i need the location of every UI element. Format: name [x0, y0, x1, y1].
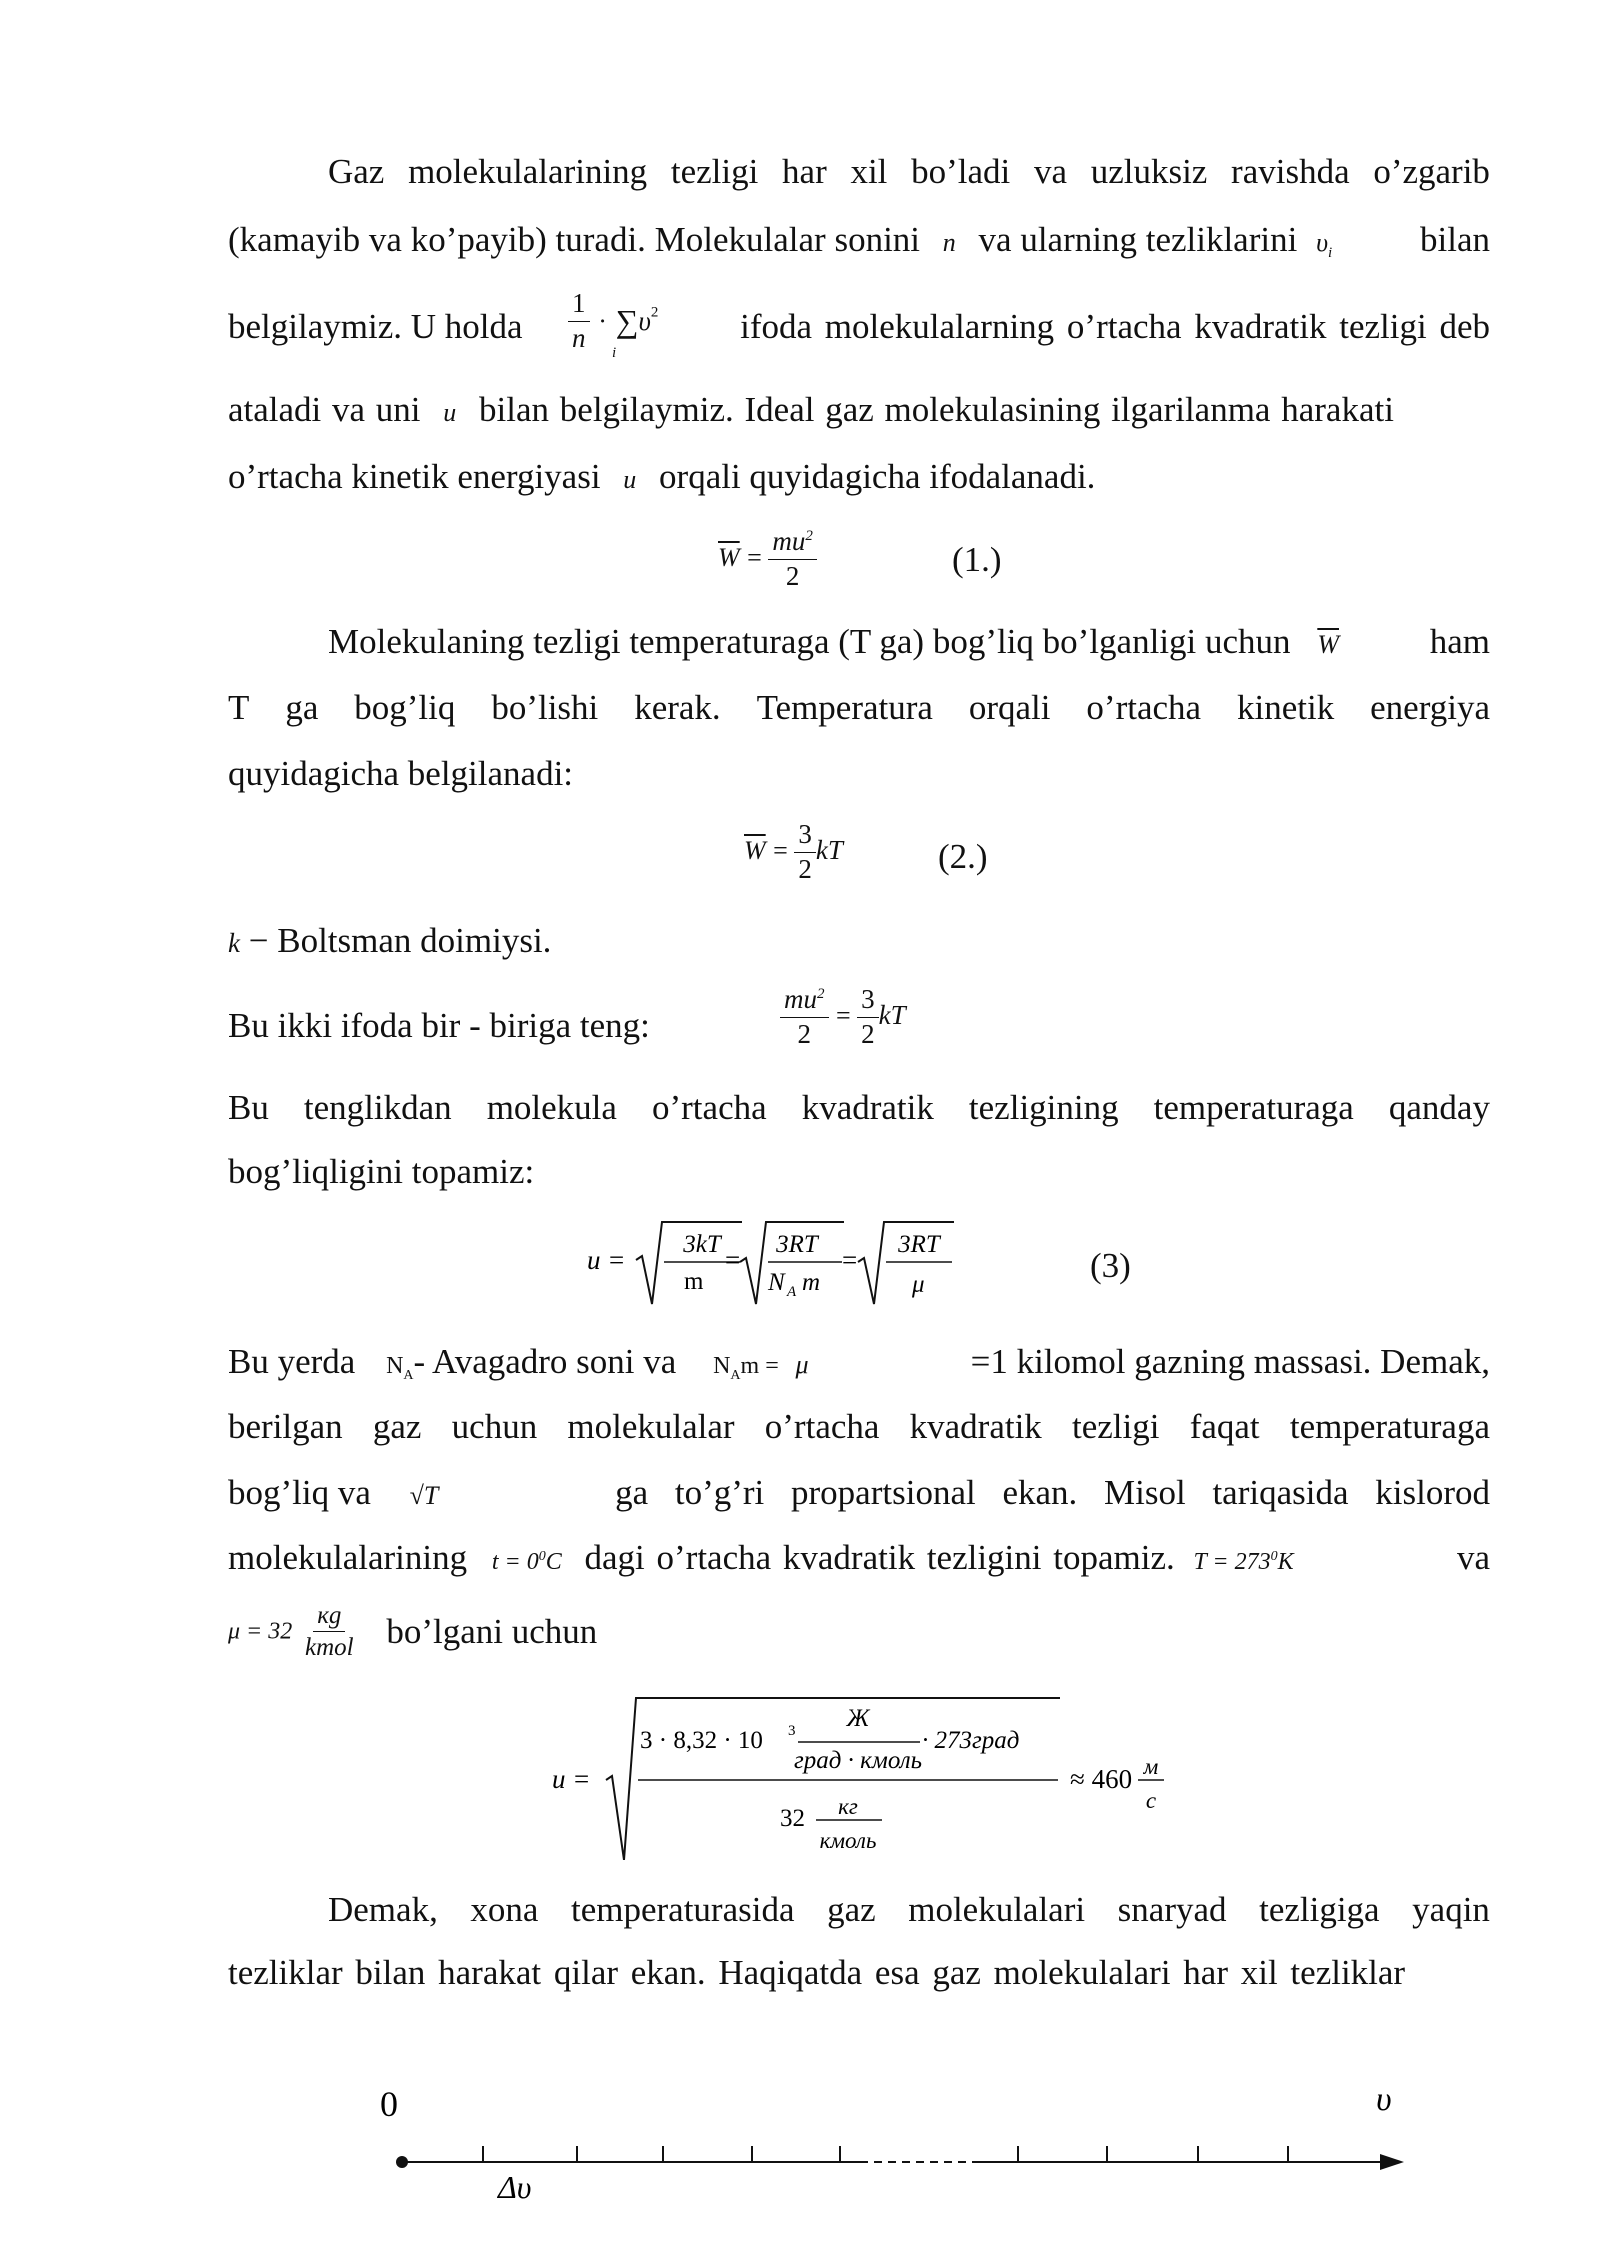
svg-text:Ж: Ж	[846, 1705, 870, 1732]
p2-line3: quyidagicha belgilanadi:	[228, 754, 574, 793]
svg-text:N: N	[768, 1269, 785, 1296]
p5-line2: tezliklar bilan harakat qilar ekan. Haqiqatda esa gaz molekulalari har xil tezliklar	[228, 1953, 1406, 1992]
p1-line5: o’rtacha kinetik energiyasi u orqali quyidagicha ifodalanadi.	[228, 457, 1096, 496]
svg-text:· 273град: · 273град	[922, 1727, 1020, 1754]
p4-line5: μ = 32 $\frac{кg}{\text{kmol}}$ bo’lgani uchun	[228, 1602, 598, 1662]
p1-line2: (kamayib va ko’payib) turadi. Molekulalar sonini n va ularning tezliklarini $\upsilon_i$ bilan	[228, 220, 1490, 262]
p3-line2: bog’liqligini topamiz:	[228, 1152, 535, 1191]
equation-4	[548, 1690, 1188, 1860]
velocity-axis-figure	[380, 2070, 1580, 2200]
svg-text:град · кмоль: град · кмоль	[794, 1747, 922, 1774]
avg-square-expression: $\frac{1}{n}$ · $\sum\upsilon^2$ i	[568, 287, 658, 356]
boltsman-line: k − Boltsman doimiysi.	[228, 921, 552, 960]
svg-text:u =: u =	[552, 1764, 591, 1794]
equality-expression: $\frac{mu^2}{2}$ = $\frac{3}{2}$ kT	[780, 983, 906, 1052]
svg-text:с: с	[1145, 1788, 1157, 1813]
equation-2: $\overline{W}$ = $\frac{3}{2}$ kT	[744, 819, 843, 884]
p4-line2: berilgan gaz uchun molekulalar o’rtacha kvadratik tezligi faqat temperaturaga	[228, 1407, 1490, 1446]
p2-line1: Molekulaning tezligi temperaturaga (T ga) bog’liq bo’lganligi uchun $\overline{W}$ ham	[328, 622, 1490, 661]
svg-text:≈ 460: ≈ 460	[1070, 1764, 1133, 1794]
p1-line1: Gaz molekulalarining tezligi har xil bo’ladi va uzluksiz ravishda o’zgarib	[328, 152, 1490, 191]
svg-text:3: 3	[788, 1723, 796, 1739]
w: Gaz	[328, 152, 385, 191]
p4-line3: bog’liq va √T ga to’g’ri propartsional ekan. Misol tariqasida kislorod	[228, 1473, 1490, 1512]
svg-text:0: 0	[380, 2084, 398, 2124]
p5-line1: Demak, xona temperaturasida gaz molekulalari snaryad tezligiga yaqin	[328, 1890, 1490, 1929]
svg-text:μ: μ	[912, 1271, 925, 1298]
svg-text:3 · 8,32 · 10: 3 · 8,32 · 10	[640, 1727, 763, 1754]
p4-line1: Bu yerda $N_A-$ Avagadro soni va $N_Am = \mu$ =1 kilomol gazning massasi. Demak,	[228, 1342, 1490, 1383]
svg-text:υ: υ	[1376, 2081, 1392, 2118]
equation-3	[582, 1212, 1002, 1312]
p2-line2: T ga bog’liq bo’lishi kerak. Temperatura orqali o’rtacha kinetik energiya	[228, 688, 1490, 727]
svg-text:m: m	[684, 1268, 704, 1295]
svg-text:3kT: 3kT	[683, 1231, 721, 1258]
svg-text:3RT: 3RT	[776, 1231, 818, 1258]
svg-text:м: м	[1143, 1754, 1159, 1779]
svg-text:u =: u =	[587, 1245, 626, 1275]
equation-3-number: (3)	[1090, 1246, 1131, 1285]
equation-1-number: (1.)	[952, 540, 1002, 579]
svg-text:32: 32	[780, 1805, 805, 1832]
svg-text:A: A	[787, 1284, 797, 1300]
equation-2-number: (2.)	[938, 837, 988, 876]
svg-text:=: =	[725, 1245, 741, 1275]
p4-line4: molekulalarining $t = 0^0C$ dagi o’rtacha kvadratik tezligini topamiz. $T = 273^0К$ va	[228, 1538, 1490, 1577]
svg-text:Δυ: Δυ	[498, 2169, 532, 2200]
equality-line: Bu ikki ifoda bir - biriga teng:	[228, 1006, 650, 1045]
axis-arrowhead	[1380, 2154, 1404, 2170]
svg-text:кмоль: кмоль	[819, 1828, 877, 1853]
svg-text:кг: кг	[838, 1794, 858, 1819]
svg-text:m: m	[802, 1269, 821, 1296]
svg-text:=: =	[842, 1245, 858, 1275]
equation-1: $\overline{W}$ = $\frac{mu^2}{2}$	[718, 525, 817, 594]
p3-line1: Bu tenglikdan molekula o’rtacha kvadratik tezligining temperaturaga qanday	[228, 1088, 1490, 1127]
svg-text:3RT: 3RT	[898, 1231, 940, 1258]
p1-line4: ataladi va uni u bilan belgilaymiz. Ideal gaz molekulasining ilgarilanma harakati	[228, 390, 1394, 429]
